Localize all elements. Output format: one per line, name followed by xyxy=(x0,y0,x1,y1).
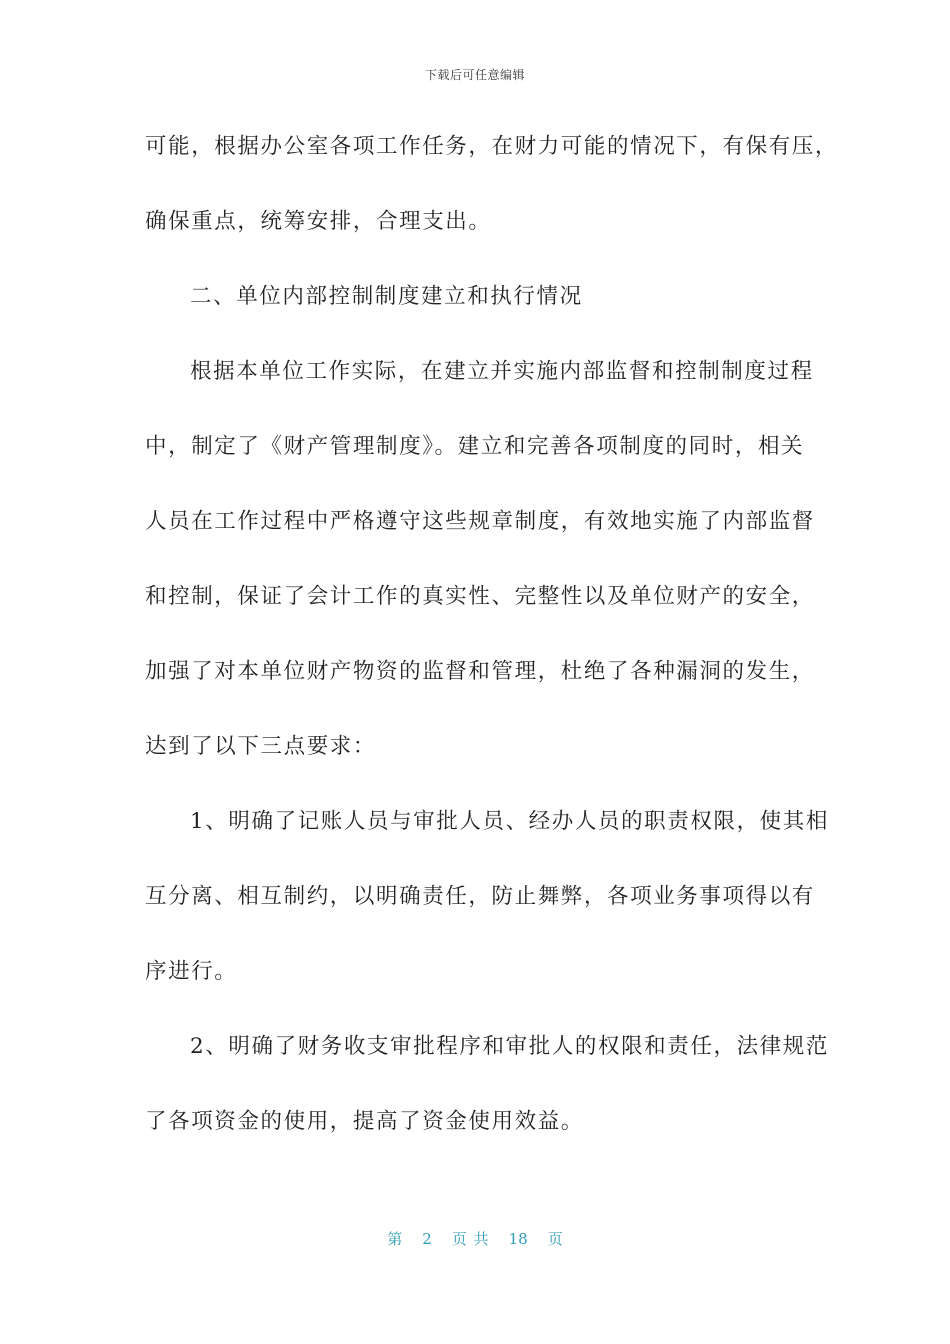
body-line: 达到了以下三点要求： xyxy=(145,734,377,759)
body-line: 确保重点，统筹安排，合理支出。 xyxy=(145,209,492,234)
body-line: 根据本单位工作实际，在建立并实施内部监督和控制制度过程 xyxy=(190,359,814,384)
body-line: 了各项资金的使用，提高了资金使用效益。 xyxy=(145,1109,584,1134)
footer-suffix: 页 xyxy=(547,1230,563,1248)
body-line: 互分离、相互制约，以明确责任，防止舞弊，各项业务事项得以有 xyxy=(145,884,815,909)
footer-prefix: 第 xyxy=(387,1230,403,1248)
page-header: 下载后可任意编辑 xyxy=(424,68,525,82)
body-line: 和控制，保证了会计工作的真实性、完整性以及单位财产的安全， xyxy=(145,584,815,609)
page-footer xyxy=(0,1228,950,1249)
list-item-1: 1、明确了记账人员与审批人员、经办人员的职责权限，使其相 xyxy=(190,809,829,834)
total-pages-number: 18 xyxy=(508,1230,528,1248)
body-line: 可能，根据办公室各项工作任务，在财力可能的情况下，有保有压， xyxy=(145,134,839,159)
body-line: 加强了对本单位财产物资的监督和管理，杜绝了各种漏洞的发生， xyxy=(145,659,815,684)
body-line: 序进行。 xyxy=(145,959,238,984)
section-heading: 二、单位内部控制制度建立和执行情况 xyxy=(190,284,583,309)
list-item-2: 2、明确了财务收支审批程序和审批人的权限和责任，法律规范 xyxy=(190,1034,829,1059)
body-line: 中，制定了《财产管理制度》。建立和完善各项制度的同时，相关 xyxy=(145,434,805,459)
current-page-number: 2 xyxy=(422,1230,432,1248)
footer-middle: 页 共 xyxy=(451,1230,489,1248)
body-line: 人员在工作过程中严格遵守这些规章制度，有效地实施了内部监督 xyxy=(145,509,815,534)
